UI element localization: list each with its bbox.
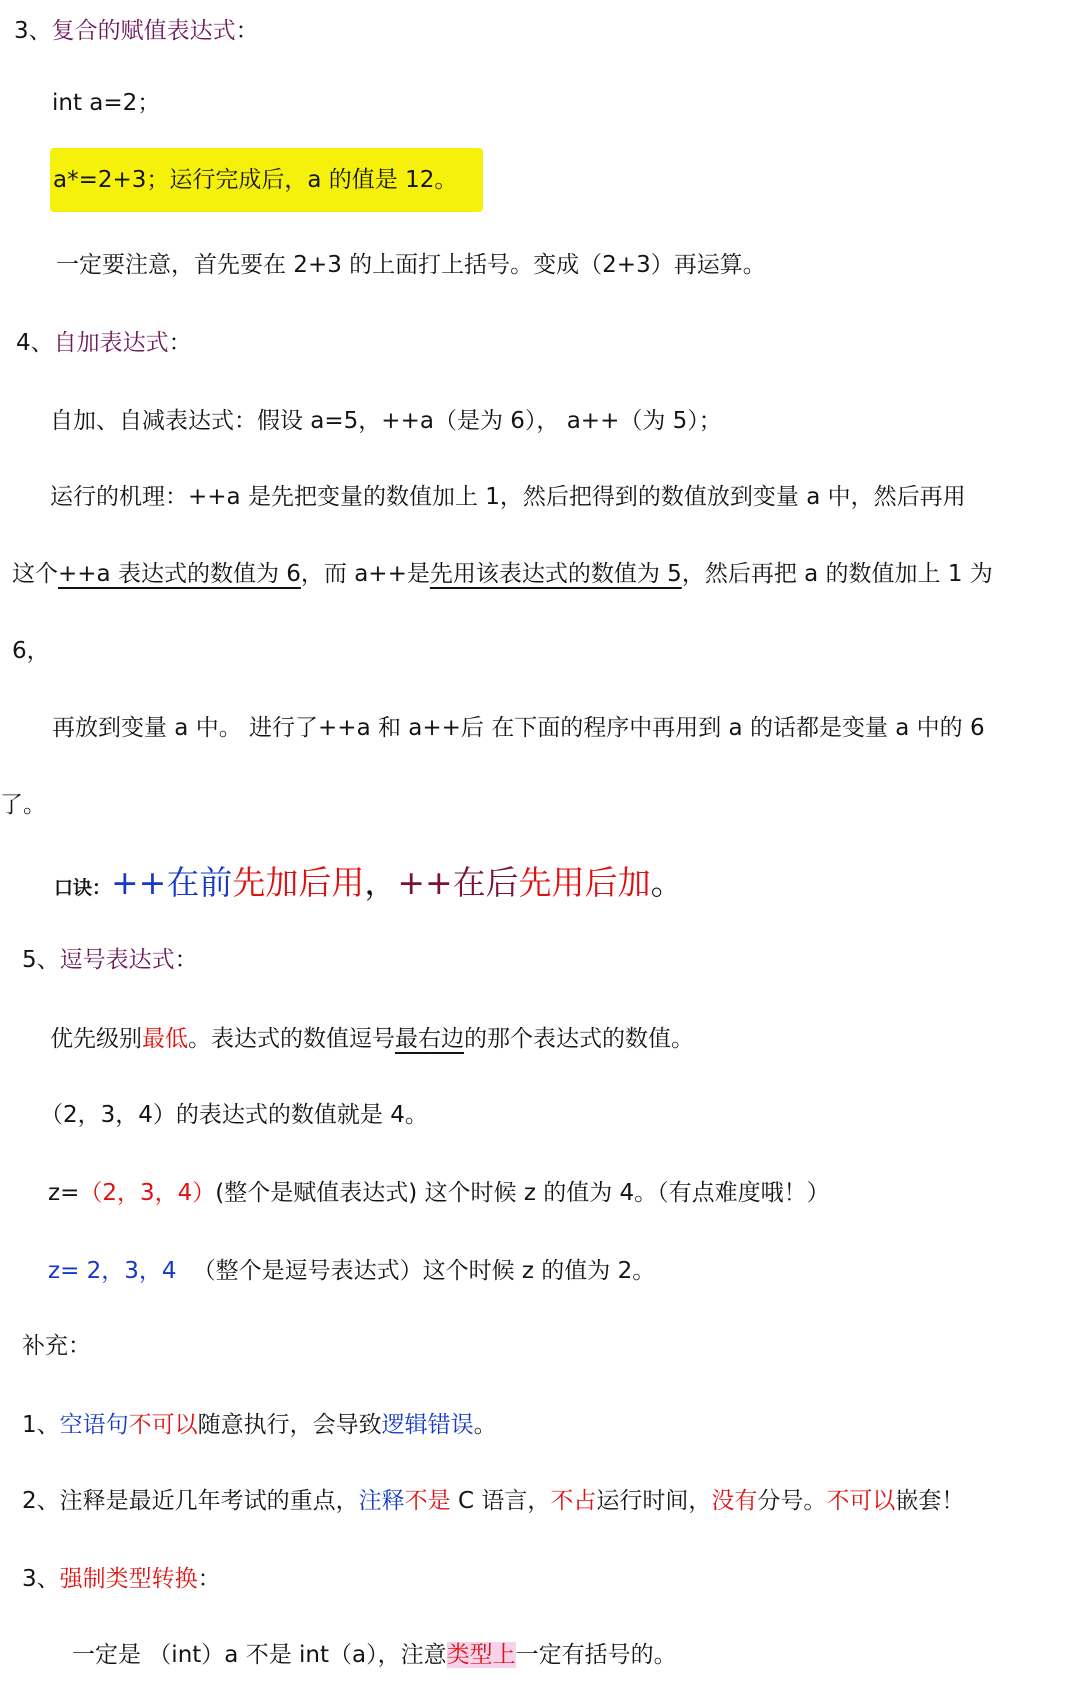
heading-text: 逗号表达式 bbox=[59, 947, 175, 973]
mechanism-line-2 bbox=[12, 557, 993, 591]
cast-rule-line bbox=[72, 1638, 677, 1672]
mnemonic-label: 口诀： bbox=[54, 877, 112, 899]
text-segment: ，然后再把 a 的数值加上 1 为 bbox=[681, 561, 993, 587]
comma-example-3 bbox=[48, 1254, 655, 1288]
comma-example-1: （2，3，4）的表达式的数值就是 4。 bbox=[40, 1102, 428, 1128]
increment-definition: 自加、自减表达式：假设 a=5，++a（是为 6）， a++（为 5）； bbox=[50, 408, 722, 434]
text-segment: 优先级别 bbox=[50, 1026, 142, 1052]
text-segment: 随意执行，会导致 bbox=[197, 1412, 382, 1438]
emphasis-segment: z= 2，3，4 bbox=[48, 1258, 177, 1284]
mechanism-line-4: 再放到变量 a 中。 进行了++a 和 a++后 在下面的程序中再用到 a 的话都是变量 a 中的 6 bbox=[52, 715, 985, 741]
mechanism-line-3: 6， bbox=[12, 638, 50, 664]
text-segment: z= bbox=[48, 1180, 80, 1206]
text-segment: 。 bbox=[473, 1412, 497, 1438]
text-segment: 2、注释是最近几年考试的重点， bbox=[22, 1488, 359, 1514]
emphasis-segment: 没有 bbox=[711, 1488, 758, 1514]
comma-example-2 bbox=[48, 1176, 830, 1210]
text-segment: 1、 bbox=[22, 1412, 60, 1438]
mnemonic-part: 先用后加 bbox=[518, 863, 651, 902]
emphasis-segment: 不是 bbox=[404, 1488, 451, 1514]
emphasis-segment: 强制类型转换 bbox=[59, 1566, 198, 1592]
text-segment: 的那个表达式的数值。 bbox=[464, 1026, 694, 1052]
supplement-item-2 bbox=[22, 1484, 964, 1518]
supplement-item-1 bbox=[22, 1408, 497, 1442]
mnemonic-part: 先加后用 bbox=[232, 863, 365, 902]
emphasis-segment: 不占 bbox=[550, 1488, 597, 1514]
highlighted-statement: a*=2+3；运行完成后，a 的值是 12。 bbox=[53, 167, 458, 193]
supplement-heading: 补充： bbox=[22, 1333, 91, 1359]
section-5-heading bbox=[22, 943, 198, 977]
mechanism-line-5: 了。 bbox=[0, 792, 46, 818]
text-segment: ： bbox=[197, 1566, 221, 1592]
heading-text: 自加表达式 bbox=[53, 330, 169, 356]
note-line: 一定要注意，首先要在 2+3 的上面打上括号。变成（2+3）再运算。 bbox=[56, 252, 766, 278]
heading-colon: ： bbox=[174, 947, 198, 973]
code-line-int-a: int a=2； bbox=[52, 90, 161, 116]
text-segment: 分号。 bbox=[757, 1488, 827, 1514]
heading-number: 3、 bbox=[14, 18, 52, 44]
text-segment: (整个是赋值表达式) 这个时候 z 的值为 4。（有点难度哦！） bbox=[215, 1180, 830, 1206]
text-segment: ，而 a++是 bbox=[300, 561, 430, 587]
text-segment: 运行时间， bbox=[596, 1488, 712, 1514]
underlined-segment: 先用该表达式的数值为 5 bbox=[429, 561, 682, 587]
heading-colon: ： bbox=[235, 18, 259, 44]
heading-number: 4、 bbox=[16, 330, 54, 356]
mechanism-line-1: 运行的机理：++a 是先把变量的数值加上 1，然后把得到的数值放到变量 a 中，然后再用 bbox=[50, 484, 966, 510]
text-segment: 一定是 （int）a 不是 int（a），注意 bbox=[72, 1642, 447, 1668]
comma-priority-line bbox=[50, 1022, 694, 1056]
emphasis-segment: 最低 bbox=[142, 1026, 188, 1052]
text-segment: C 语言， bbox=[450, 1488, 551, 1514]
mnemonic-part: ， bbox=[364, 863, 398, 902]
text-segment: 嵌套！ bbox=[895, 1488, 965, 1514]
underlined-segment: 最右边 bbox=[395, 1026, 464, 1052]
underlined-segment: ++a 表达式的数值为 6 bbox=[58, 561, 301, 587]
emphasis-segment: 逻辑错误 bbox=[381, 1412, 474, 1438]
supplement-item-3 bbox=[22, 1562, 221, 1596]
emphasis-segment: 类型上 bbox=[446, 1642, 516, 1668]
emphasis-segment: 不可以 bbox=[826, 1488, 896, 1514]
emphasis-segment: 空语句 bbox=[59, 1412, 129, 1438]
mnemonic-part: ++在前 bbox=[111, 863, 233, 902]
text-segment: 3、 bbox=[22, 1566, 60, 1592]
mnemonic-part: 。 bbox=[650, 863, 684, 902]
emphasis-segment: 注释 bbox=[358, 1488, 405, 1514]
text-segment: （整个是逗号表达式）这个时候 z 的值为 2。 bbox=[192, 1258, 656, 1284]
text-segment: 一定有括号的。 bbox=[515, 1642, 677, 1668]
emphasis-segment: 不可以 bbox=[128, 1412, 198, 1438]
mnemonic bbox=[54, 863, 684, 905]
emphasis-segment: （2，3，4） bbox=[79, 1180, 216, 1206]
heading-text: 复合的赋值表达式 bbox=[51, 18, 236, 44]
text-segment: 。表达式的数值逗号 bbox=[188, 1026, 395, 1052]
heading-colon: ： bbox=[168, 330, 192, 356]
text-segment: 这个 bbox=[12, 561, 58, 587]
section-4-heading bbox=[16, 326, 192, 360]
heading-number: 5、 bbox=[22, 947, 60, 973]
mnemonic-part: ++在后 bbox=[397, 863, 519, 902]
section-3-heading bbox=[14, 14, 259, 48]
